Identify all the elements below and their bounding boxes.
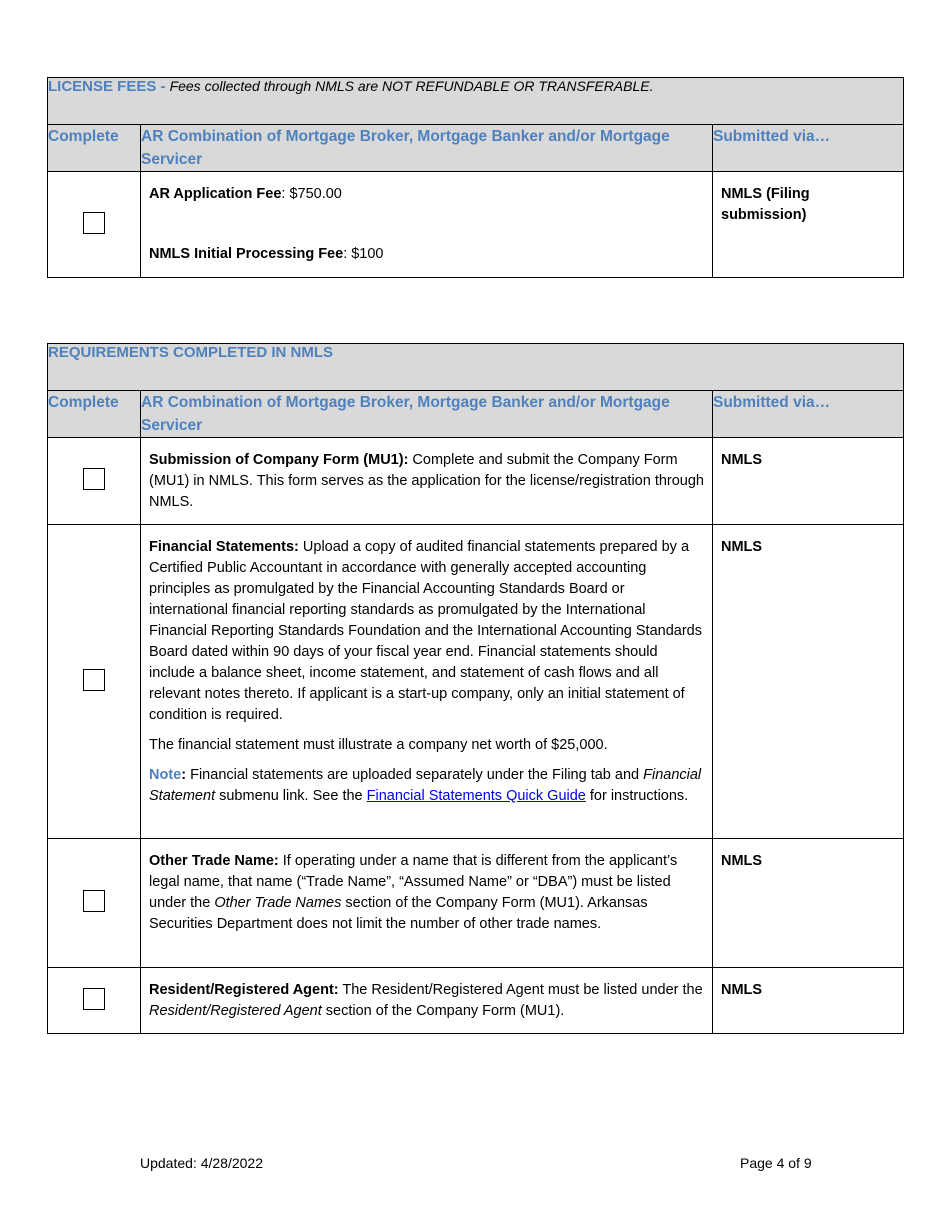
agent-title: Resident/Registered Agent: (149, 982, 339, 998)
footer-updated: Updated: 4/28/2022 (140, 1155, 263, 1171)
requirements-table (47, 343, 904, 1034)
header-submitted-via: Submitted via… (713, 391, 904, 438)
processing-fee-label: NMLS Initial Processing Fee (149, 246, 344, 262)
license-fees-label: LICENSE FEES - (48, 78, 166, 95)
financial-checkbox[interactable] (83, 669, 105, 691)
table-row (48, 438, 904, 525)
note-italic: Financial Statement (149, 767, 702, 804)
net-worth-text: The financial statement must illustrate a company net worth of $25,000. (149, 737, 608, 753)
financial-quick-guide-link[interactable]: Financial Statements Quick Guide (366, 788, 586, 804)
header-complete: Complete (48, 391, 141, 438)
application-fee-label: AR Application Fee (149, 186, 282, 202)
fees-checkbox[interactable] (83, 212, 105, 234)
fees-description (141, 172, 713, 278)
agent-checkbox[interactable] (83, 988, 105, 1010)
trade-name-italic: Other Trade Names (214, 895, 342, 911)
note-label: Note (149, 767, 182, 783)
note-text-1: Financial statements are uploaded separately under the Filing tab and (186, 767, 644, 783)
footer-page-number: Page 4 of 9 (740, 1155, 812, 1171)
company-form-checkbox-cell (48, 438, 141, 525)
trade-name-checkbox-cell (48, 839, 141, 968)
agent-text-2: section of the Company Form (MU1). (321, 1003, 565, 1019)
fees-submitted-via: NMLS (Filing submission) (713, 172, 904, 278)
license-fees-banner (48, 78, 904, 125)
financial-description (141, 525, 713, 839)
requirements-banner (48, 344, 904, 391)
company-form-title: Submission of Company Form (MU1): (149, 452, 409, 468)
financial-text: Upload a copy of audited financial statements prepared by a Certified Public Accountant in accordance with generally accepted accounting principles as promulgated by the Financial Accounting Standards Board or international financial reporting standards as promulgated by the International Financial Reporting Standards Foundation and the International Accounting Standards Board dated within 90 days of your fiscal year end. Financial statements should include a balance sheet, income statement, and statement of cash flows and all relevant notes thereto. If applicant is a start-up company, only an initial statement of condition is required. (149, 539, 702, 723)
agent-italic: Resident/Registered Agent (149, 1003, 322, 1019)
trade-name-description (141, 839, 713, 968)
trade-name-submitted-via: NMLS (713, 839, 904, 968)
agent-submitted-via: NMLS (713, 968, 904, 1034)
application-fee-value: : $750.00 (281, 186, 342, 202)
agent-description (141, 968, 713, 1034)
note-colon: : (181, 767, 187, 783)
table-row (48, 968, 904, 1034)
company-form-submitted-via: NMLS (713, 438, 904, 525)
header-title: AR Combination of Mortgage Broker, Mortgage Banker and/or Mortgage Servicer (141, 391, 713, 438)
financial-title: Financial Statements: (149, 539, 299, 555)
processing-fee-value: : $100 (343, 246, 384, 262)
financial-checkbox-cell (48, 525, 141, 839)
agent-text-1: The Resident/Registered Agent must be listed under the (338, 982, 703, 998)
trade-name-text-2: section of the Company Form (MU1). Arkansas Securities Department does not limit the number of other trade names. (149, 895, 648, 932)
fees-checkbox-cell (48, 172, 141, 278)
company-form-checkbox[interactable] (83, 468, 105, 490)
requirements-label: REQUIREMENTS COMPLETED IN NMLS (48, 344, 334, 361)
header-title: AR Combination of Mortgage Broker, Mortgage Banker and/or Mortgage Servicer (141, 125, 713, 172)
table-row (48, 839, 904, 968)
company-form-text: Complete and submit the Company Form (MU1) in NMLS. This form serves as the application for the license/registration through NMLS. (149, 452, 705, 510)
header-complete: Complete (48, 125, 141, 172)
license-fees-table (47, 77, 904, 278)
table-row (48, 525, 904, 839)
trade-name-checkbox[interactable] (83, 890, 105, 912)
header-submitted-via: Submitted via… (713, 125, 904, 172)
trade-name-title: Other Trade Name: (149, 853, 279, 869)
license-fees-note: Fees collected through NMLS are NOT REFUNDABLE OR TRANSFERABLE. (169, 78, 654, 94)
company-form-description (141, 438, 713, 525)
agent-checkbox-cell (48, 968, 141, 1034)
note-text-3: for instructions. (585, 788, 689, 804)
trade-name-text-1: If operating under a name that is different from the applicant’s legal name, that name (“Trade Name”, “Assumed Name” or “DBA”) must be listed under the (149, 853, 678, 911)
financial-submitted-via: NMLS (713, 525, 904, 839)
note-text-2: submenu link. See the (215, 788, 367, 804)
